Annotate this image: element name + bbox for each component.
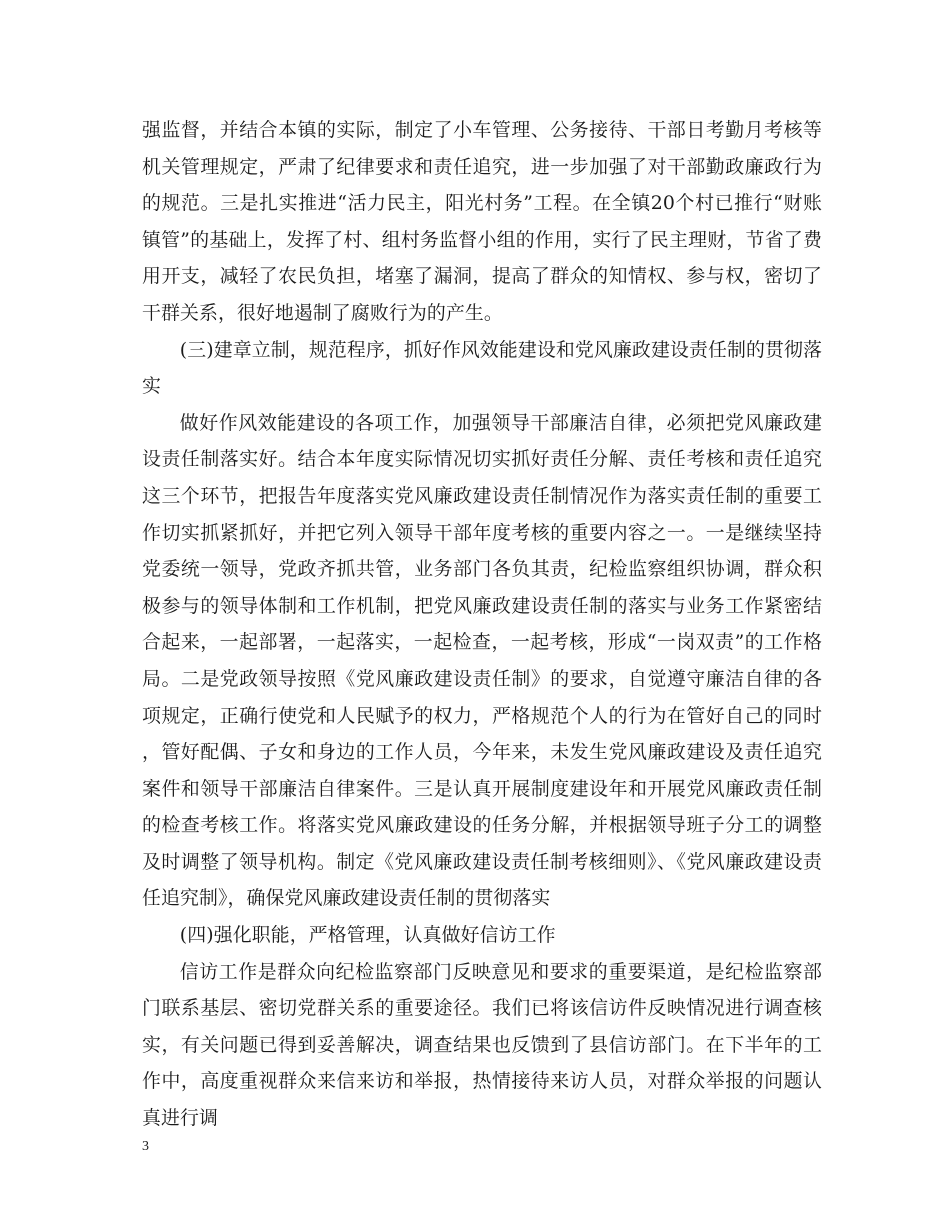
- section-heading-three: (三)建章立制，规范程序，抓好作风效能建设和党风廉政建设责任制的贯彻落实: [142, 338, 822, 398]
- paragraph-petition-work: 信访工作是群众向纪检监察部门反映意见和要求的重要渠道，是纪检监察部门联系基层、密切党群关系的重要途径。我们已将该信访件反映情况进行调查核实，有关问题已得到妥善解决，调查结果也反馈到了县信访部门。在下半年的工作中，高度重视群众来信来访和举报，热情接待来访人员，对群众举报的问题认真进行调: [142, 960, 822, 1130]
- document-body: [142, 112, 822, 1137]
- section-heading-four: (四)强化职能，严格管理，认真做好信访工作: [179, 924, 556, 947]
- paragraph-continuation: 强监督，并结合本镇的实际，制定了小车管理、公务接待、干部日考勤月考核等机关管理规定，严肃了纪律要求和责任追究，进一步加强了对干部勤政廉政行为的规范。三是扎实推进“活力民主，阳光村务”工程。在全镇20个村已推行“财账镇管”的基础上，发挥了村、组村务监督小组的作用，实行了民主理财，节省了费用开支，减轻了农民负担，堵塞了漏洞，提高了群众的知情权、参与权，密切了干群关系，很好地遏制了腐败行为的产生。: [142, 119, 822, 324]
- page-number: 3: [142, 1139, 149, 1154]
- paragraph-responsibility-system: 做好作风效能建设的各项工作，加强领导干部廉洁自律，必须把党风廉政建设责任制落实好。结合本年度实际情况切实抓好责任分解、责任考核和责任追究这三个环节，把报告年度落实党风廉政建设责任制情况作为落实责任制的重要工作切实抓紧抓好，并把它列入领导干部年度考核的重要内容之一。一是继续坚持党委统一领导，党政齐抓共管，业务部门各负其责，纪检监察组织协调，群众积极参与的领导体制和工作机制，把党风廉政建设责任制的落实与业务工作紧密结合起来，一起部署，一起落实，一起检查，一起考核，形成“一岗双责”的工作格局。二是党政领导按照《党风廉政建设责任制》的要求，自觉遵守廉洁自律的各项规定，正确行使党和人民赋予的权力，严格规范个人的行为在管好自己的同时，管好配偶、子女和身边的工作人员，今年来，未发生党风廉政建设及责任追究案件和领导干部廉洁自律案件。三是认真开展制度建设年和开展党风廉政责任制的检查考核工作。将落实党风廉政建设的任务分解，并根据领导班子分工的调整及时调整了领导机构。制定《党风廉政建设责任制考核细则》、《党风廉政建设责任追究制》，确保党风廉政建设责任制的贯彻落实: [142, 411, 822, 910]
